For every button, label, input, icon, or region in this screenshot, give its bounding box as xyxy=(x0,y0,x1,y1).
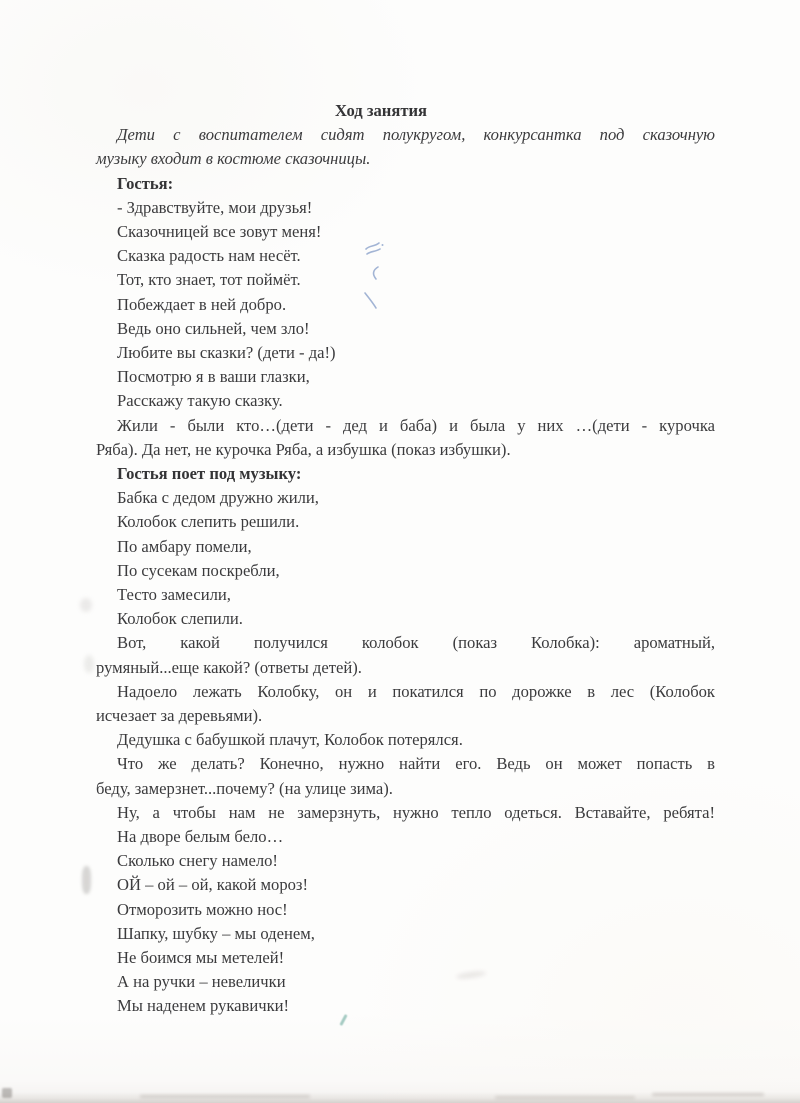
doc-line: По сусекам поскребли, xyxy=(117,560,280,580)
doc-line: Отморозить можно нос! xyxy=(117,899,288,919)
doc-line: исчезает за деревьями). xyxy=(96,706,263,726)
scan-bottom-shadow xyxy=(0,1092,800,1103)
doc-line: Сказка радость нам несёт. xyxy=(117,246,301,266)
doc-line: Мы наденем рукавички! xyxy=(117,996,290,1016)
doc-line: По амбару помели, xyxy=(117,536,252,556)
doc-line: Жили - были кто…(дети - дед и баба) и была у них …(дети - курочка xyxy=(117,415,715,435)
doc-line: А на ручки – невелички xyxy=(117,972,286,992)
doc-line: Тот, кто знает, тот поймёт. xyxy=(117,270,301,290)
doc-line: Гостья поет под музыку: xyxy=(117,464,302,484)
doc-line: музыку входит в костюме сказочницы. xyxy=(96,149,371,169)
doc-line: Сказочницей все зовут меня! xyxy=(117,222,322,241)
doc-line: Колобок слепили. xyxy=(117,609,243,629)
doc-line: Дети с воспитателем сидят полукругом, конкурсантка под сказочную xyxy=(117,125,715,145)
doc-line: румяный...еще какой? (ответы детей). xyxy=(96,657,362,677)
doc-body xyxy=(96,99,715,1019)
doc-line: Тесто замесили, xyxy=(117,585,231,605)
doc-line: ОЙ – ой – ой, какой мороз! xyxy=(117,875,308,895)
doc-line: Сколько снегу намело! xyxy=(117,851,278,871)
doc-line: Не боимся мы метелей! xyxy=(117,948,285,968)
doc-line: Колобок слепить решили. xyxy=(117,512,300,532)
scan-smudge xyxy=(140,1095,310,1098)
doc-line: Что же делать? Конечно, нужно найти его. Ведь он может попасть в xyxy=(117,754,715,774)
scan-edge-smudge xyxy=(84,655,94,673)
doc-line: Ведь оно сильней, чем зло! xyxy=(117,318,310,338)
doc-line: Вот, какой получился колобок (показ Колобка): ароматный, xyxy=(117,633,715,653)
scan-corner-notch xyxy=(2,1088,12,1098)
doc-line: Дедушка с бабушкой плачут, Колобок потерялся. xyxy=(117,730,463,750)
scan-smudge xyxy=(495,1096,635,1099)
doc-line: Надоело лежать Колобку, он и покатился по дорожке в лес (Колобок xyxy=(117,681,715,701)
scan-edge-smudge xyxy=(80,598,92,612)
doc-line: Побеждает в ней добро. xyxy=(117,294,287,314)
doc-line: Ряба). Да нет, не курочка Ряба, а избушка (показ избушки). xyxy=(96,439,511,459)
doc-title: Ход занятия xyxy=(334,101,428,120)
doc-line: - Здравствуйте, мои друзья! xyxy=(117,197,313,217)
doc-line: беду, замерзнет...почему? (на улице зима). xyxy=(96,778,393,798)
doc-line: На дворе белым бело… xyxy=(117,827,284,846)
doc-line: Шапку, шубку – мы оденем, xyxy=(117,923,315,943)
doc-line: Расскажу такую сказку. xyxy=(117,391,283,411)
doc-line: Любите вы сказки? (дети - да!) xyxy=(117,343,336,363)
doc-line: Посмотрю я в ваши глазки, xyxy=(117,367,310,387)
doc-line: Бабка с дедом дружно жили, xyxy=(117,488,319,508)
doc-line: Гостья: xyxy=(117,173,174,193)
scan-smudge xyxy=(652,1093,764,1096)
scan-edge-smudge xyxy=(82,866,91,894)
doc-line: Ну, а чтобы нам не замерзнуть, нужно тепло одеться. Вставайте, ребята! xyxy=(117,802,715,822)
